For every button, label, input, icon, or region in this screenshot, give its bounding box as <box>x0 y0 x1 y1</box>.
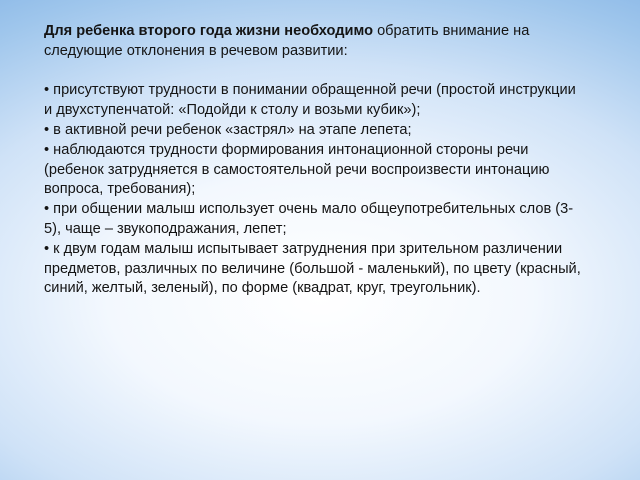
bullet-item: • к двум годам малыш испытывает затруднения при зрительном различении предметов, различных по величине (большой - маленький), по цвету (красный, синий, желтый, зеленый), по форме (квадрат, круг, треугольник). <box>44 240 581 297</box>
slide-text <box>44 22 584 299</box>
intro-bold-text: Для ребенка второго года жизни необходимо <box>44 23 374 39</box>
bullet-item: • в активной речи ребенок «застрял» на этапе лепета; <box>44 121 412 138</box>
intro-paragraph <box>44 22 584 62</box>
intro-rest-text: обратить внимание на следующие отклонения в речевом развитии: <box>44 23 530 59</box>
bullet-item: • при общении малыш использует очень мало общеупотребительных слов (3-5), чаще – звукоподражания, лепет; <box>44 201 574 237</box>
paragraph-spacer <box>44 62 584 82</box>
bullet-item: • присутствуют трудности в понимании обращенной речи (простой инструкции и двухступенчатой: «Подойди к столу и возьми кубик»); <box>44 82 576 119</box>
bullet-item: • наблюдаются трудности формирования интонационной стороны речи (ребенок затрудняется в самостоятельной речи воспроизвести интонацию вопроса, требования); <box>44 141 550 198</box>
